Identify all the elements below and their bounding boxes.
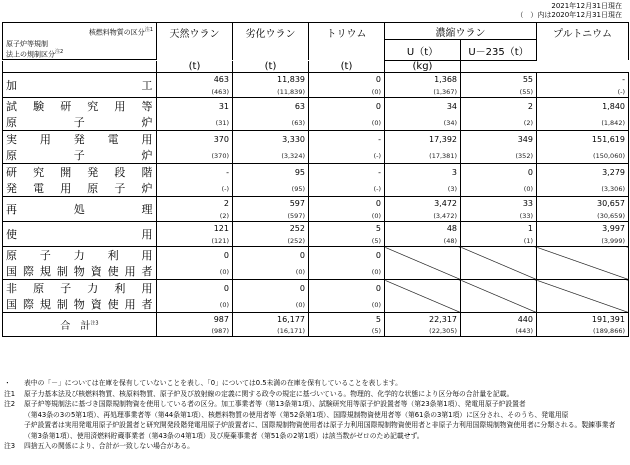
total-prev-value: (16,171) [233, 326, 309, 337]
total-value: 987 [157, 313, 233, 326]
prev-value-cell: (3,999) [537, 236, 629, 247]
table-row [3, 98, 629, 116]
row-label: 原 子 力 利 用 国 際 規 制 物 資 使 用 者 [3, 247, 157, 280]
prev-value-cell: (0) [157, 265, 233, 280]
prev-value-cell: (121) [157, 236, 233, 247]
footnote: （第43条の3の5第1項）、再処理事業者等（第44条第1項）、核燃料物質の使用者等（第52条第1項）、国際規制物資使用者等（第61条の3第1項）に区分され、そのうち、発電用原 [24, 410, 569, 419]
value-cell: 1,368 [385, 73, 461, 87]
table-row [3, 280, 629, 298]
row-label: 非 原 子 力 利 用 国 際 規 制 物 資 使 用 者 [3, 280, 157, 313]
empty-cell [385, 247, 461, 280]
row-label: 使 用 [3, 222, 157, 247]
col-enriched-uranium: 濃縮ウラン [385, 23, 537, 40]
col-depleted-uranium: 劣化ウラン [233, 23, 309, 60]
total-prev-value: (22,305) [385, 326, 461, 337]
prev-value-cell: (95) [233, 182, 309, 197]
prev-value-cell: (3,306) [537, 182, 629, 197]
col-thorium: トリウム [309, 23, 385, 60]
total-value: 5 [309, 313, 385, 326]
value-cell: 463 [157, 73, 233, 87]
value-cell: 2 [157, 197, 233, 211]
prev-value-cell: (33) [461, 211, 537, 222]
footnote: 注3 四捨五入の関係により、合計が一致しない場合がある。 [4, 442, 194, 450]
footnote: 注1 原子力基本法及び核燃料物質、核原料物質、原子炉及び放射線の定義に関する政令の規定に基づいている。物理的、化学的な状態により区分毎の合計量を記載。 [4, 389, 514, 398]
prev-value-cell: (597) [233, 211, 309, 222]
as-of-date: 2021年12月31日現在 [551, 2, 622, 10]
value-cell: 0 [309, 280, 385, 298]
total-prev-value: (443) [461, 326, 537, 337]
prev-value-cell: (0) [309, 116, 385, 131]
inventory-table [2, 22, 629, 337]
prev-value-cell: (352) [461, 149, 537, 164]
total-value: 16,177 [233, 313, 309, 326]
prev-value-cell: (-) [309, 149, 385, 164]
col-enriched-u-total: U（t） [385, 40, 461, 61]
row-label: 加 工 [3, 73, 157, 98]
prev-value-cell: (3) [385, 182, 461, 197]
value-cell: 0 [309, 197, 385, 211]
value-cell: 3,279 [537, 164, 629, 182]
prev-value-cell: (2) [157, 211, 233, 222]
value-cell: 349 [461, 131, 537, 149]
value-cell: 95 [233, 164, 309, 182]
prev-value-cell: (370) [157, 149, 233, 164]
regulatory-header: 原子炉等規制 法上の規制区分$^{注2}$ [3, 40, 157, 60]
prev-value-cell: (1,842) [537, 116, 629, 131]
value-cell: - [309, 164, 385, 182]
value-cell: 55 [461, 73, 537, 87]
value-cell: 1 [461, 222, 537, 236]
prev-value-cell: (3,324) [233, 149, 309, 164]
prev-value-cell: (0) [461, 182, 537, 197]
value-cell: 3 [385, 164, 461, 182]
prev-value-cell: (5) [309, 236, 385, 247]
footnote: 子炉設置者は実用発電用原子炉設置者と研究開発段階発電用原子炉設置者に、国際規制物資使用者は原子力利用国際規制物資使用者と非原子力利用国際規制物資使用者に分類される。製錬事業者（第3条第1項）、使用済燃料貯蔵事業者（第43条の4第1項）及び廃棄事業者（第51条の2第1項）は該当数がゼロのため記載せず。 [24, 421, 616, 440]
total-prev-value: (189,866) [537, 326, 629, 337]
col-natural-uranium: 天然ウラン [157, 23, 233, 60]
empty-cell [385, 280, 461, 313]
table-row [3, 73, 629, 87]
table-row [3, 222, 629, 236]
prev-value-cell: (31) [157, 116, 233, 131]
total-value: 22,317 [385, 313, 461, 326]
prev-value-cell: (0) [309, 265, 385, 280]
value-cell: 0 [309, 247, 385, 265]
empty-cell [461, 247, 537, 280]
table-row [3, 247, 629, 265]
table-row [3, 131, 629, 149]
prev-value-cell: (-) [537, 87, 629, 98]
value-cell: 30,657 [537, 197, 629, 211]
value-cell: - [309, 131, 385, 149]
unit-thorium: (t) [309, 61, 385, 73]
prev-value-cell: (3,472) [385, 211, 461, 222]
unit-plutonium: (kg) [385, 61, 461, 73]
col-u235: U－235（t） [461, 40, 537, 61]
value-cell: 33 [461, 197, 537, 211]
value-cell: 11,839 [233, 73, 309, 87]
value-cell: 1,840 [537, 98, 629, 116]
row-label: 試 験 研 究 用 等 原 子 炉 [3, 98, 157, 131]
prev-value-cell: (63) [233, 116, 309, 131]
prev-value-cell: (2) [461, 116, 537, 131]
row-label: 研 究 開 発 段 階 発 電 用 原 子 炉 [3, 164, 157, 197]
prev-value-cell: (0) [309, 298, 385, 313]
value-cell: 31 [157, 98, 233, 116]
value-cell: 0 [233, 280, 309, 298]
footnotes [4, 378, 626, 452]
value-cell: 0 [157, 280, 233, 298]
total-label: 合 計$^{注3}$ [3, 313, 157, 337]
value-cell: 151,619 [537, 131, 629, 149]
empty-cell [537, 280, 629, 313]
prev-value-cell: (150,060) [537, 149, 629, 164]
value-cell: 48 [385, 222, 461, 236]
unit-natural-u: (t) [157, 61, 233, 73]
prev-value-cell: (11,839) [233, 87, 309, 98]
prev-value-cell: (-) [309, 182, 385, 197]
value-cell: 3,330 [233, 131, 309, 149]
value-cell: 3,472 [385, 197, 461, 211]
footnote: ・ 表中の「－」については在庫を保有していないことを表し、「0」については0.5未満の在庫を保有していることを表します。 [4, 379, 402, 387]
value-cell: 252 [233, 222, 309, 236]
unit-depleted-u: (t) [233, 61, 309, 73]
value-cell: 0 [309, 98, 385, 116]
total-value: 440 [461, 313, 537, 326]
prev-value-cell: (0) [309, 87, 385, 98]
value-cell: 34 [385, 98, 461, 116]
prev-value-cell: (463) [157, 87, 233, 98]
value-cell: 2 [461, 98, 537, 116]
total-row [3, 313, 629, 326]
total-value: 191,391 [537, 313, 629, 326]
paren-note: （ ）内は2020年12月31日現在 [516, 11, 622, 19]
prev-value-cell: (252) [233, 236, 309, 247]
table-row [3, 197, 629, 211]
prev-value-cell: (0) [233, 265, 309, 280]
prev-value-cell: (48) [385, 236, 461, 247]
prev-value-cell: (0) [157, 298, 233, 313]
prev-value-cell: (1) [461, 236, 537, 247]
col-plutonium: プルトニウム [537, 23, 629, 60]
prev-value-cell: (17,381) [385, 149, 461, 164]
prev-value-cell: (55) [461, 87, 537, 98]
value-cell: 3,997 [537, 222, 629, 236]
table-row [3, 164, 629, 182]
prev-value-cell: (-) [157, 182, 233, 197]
value-cell: 0 [309, 73, 385, 87]
value-cell: 5 [309, 222, 385, 236]
row-label: 再 処 理 [3, 197, 157, 222]
row-label: 実 用 発 電 用 原 子 炉 [3, 131, 157, 164]
value-cell: - [157, 164, 233, 182]
empty-cell [461, 280, 537, 313]
prev-value-cell: (1,367) [385, 87, 461, 98]
value-cell: 63 [233, 98, 309, 116]
footnote: 注2 原子炉等規制法に基づき国際規制物資を使用している者の区分。加工事業者等（第13条第1項）、試験研究用等原子炉設置者等（第23条第1項）、発電用原子炉設置者 [4, 400, 526, 408]
value-cell: 0 [233, 247, 309, 265]
prev-value-cell: (30,659) [537, 211, 629, 222]
value-cell: 370 [157, 131, 233, 149]
prev-value-cell: (0) [309, 211, 385, 222]
prev-value-cell: (34) [385, 116, 461, 131]
value-cell: - [537, 73, 629, 87]
value-cell: 0 [157, 247, 233, 265]
category-header: 核燃料物質の区分$^{注1}$ [3, 23, 157, 40]
empty-cell [537, 247, 629, 280]
value-cell: 597 [233, 197, 309, 211]
total-prev-value: (5) [309, 326, 385, 337]
value-cell: 17,392 [385, 131, 461, 149]
prev-value-cell: (0) [233, 298, 309, 313]
value-cell: 121 [157, 222, 233, 236]
total-prev-value: (987) [157, 326, 233, 337]
value-cell: 0 [461, 164, 537, 182]
